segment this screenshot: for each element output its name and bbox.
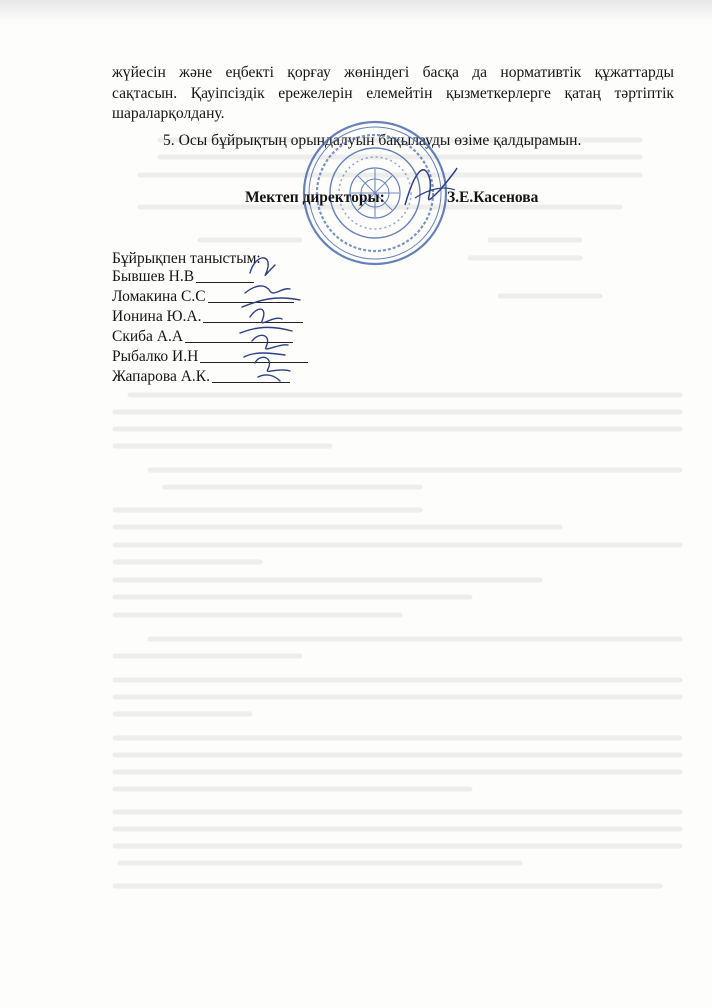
signature-line [196, 282, 254, 283]
scan-edge-shadow [0, 0, 712, 22]
staff-row-6 [112, 368, 290, 386]
paragraph-line-1: жүйесін және еңбекті қорғау жөніндегі басқа да нормативтік құжаттарды [112, 64, 674, 81]
signature-line [203, 322, 303, 323]
staff-name: Скиба А.А [112, 328, 184, 345]
director-name: З.Е.Касенова [447, 189, 539, 206]
staff-row-5 [112, 348, 308, 366]
staff-row-3 [112, 308, 303, 326]
signature-line [185, 342, 293, 343]
paragraph-line-2: сақтасын. Қауіпсіздік ережелерін елемейтін қызметкерлерге қатаң тәртіптік [112, 84, 674, 102]
signature-line [212, 382, 290, 383]
staff-row-1 [112, 268, 254, 286]
staff-name: Бывшев Н.В [112, 268, 195, 285]
paragraph-safety-rules [112, 63, 674, 125]
signature-line [200, 362, 308, 363]
staff-row-2 [112, 288, 294, 306]
staff-name: Рыбалко И.Н [112, 348, 199, 365]
staff-name: Ломакина С.С [112, 288, 206, 305]
staff-name: Ионина Ю.А. [112, 308, 202, 325]
acknowledgement-heading: Бұйрықпен таныстым: [112, 250, 261, 267]
director-title: Мектеп директоры: [245, 189, 385, 206]
paragraph-line-3: шараларқолдану. [112, 105, 225, 122]
staff-name: Жапарова А.К. [112, 368, 211, 385]
staff-row-4 [112, 328, 293, 346]
signature-line [208, 302, 294, 303]
item-5-control: 5. Осы бұйрықтың орындалуын бақылауды өзіме қалдырамын. [163, 132, 582, 149]
